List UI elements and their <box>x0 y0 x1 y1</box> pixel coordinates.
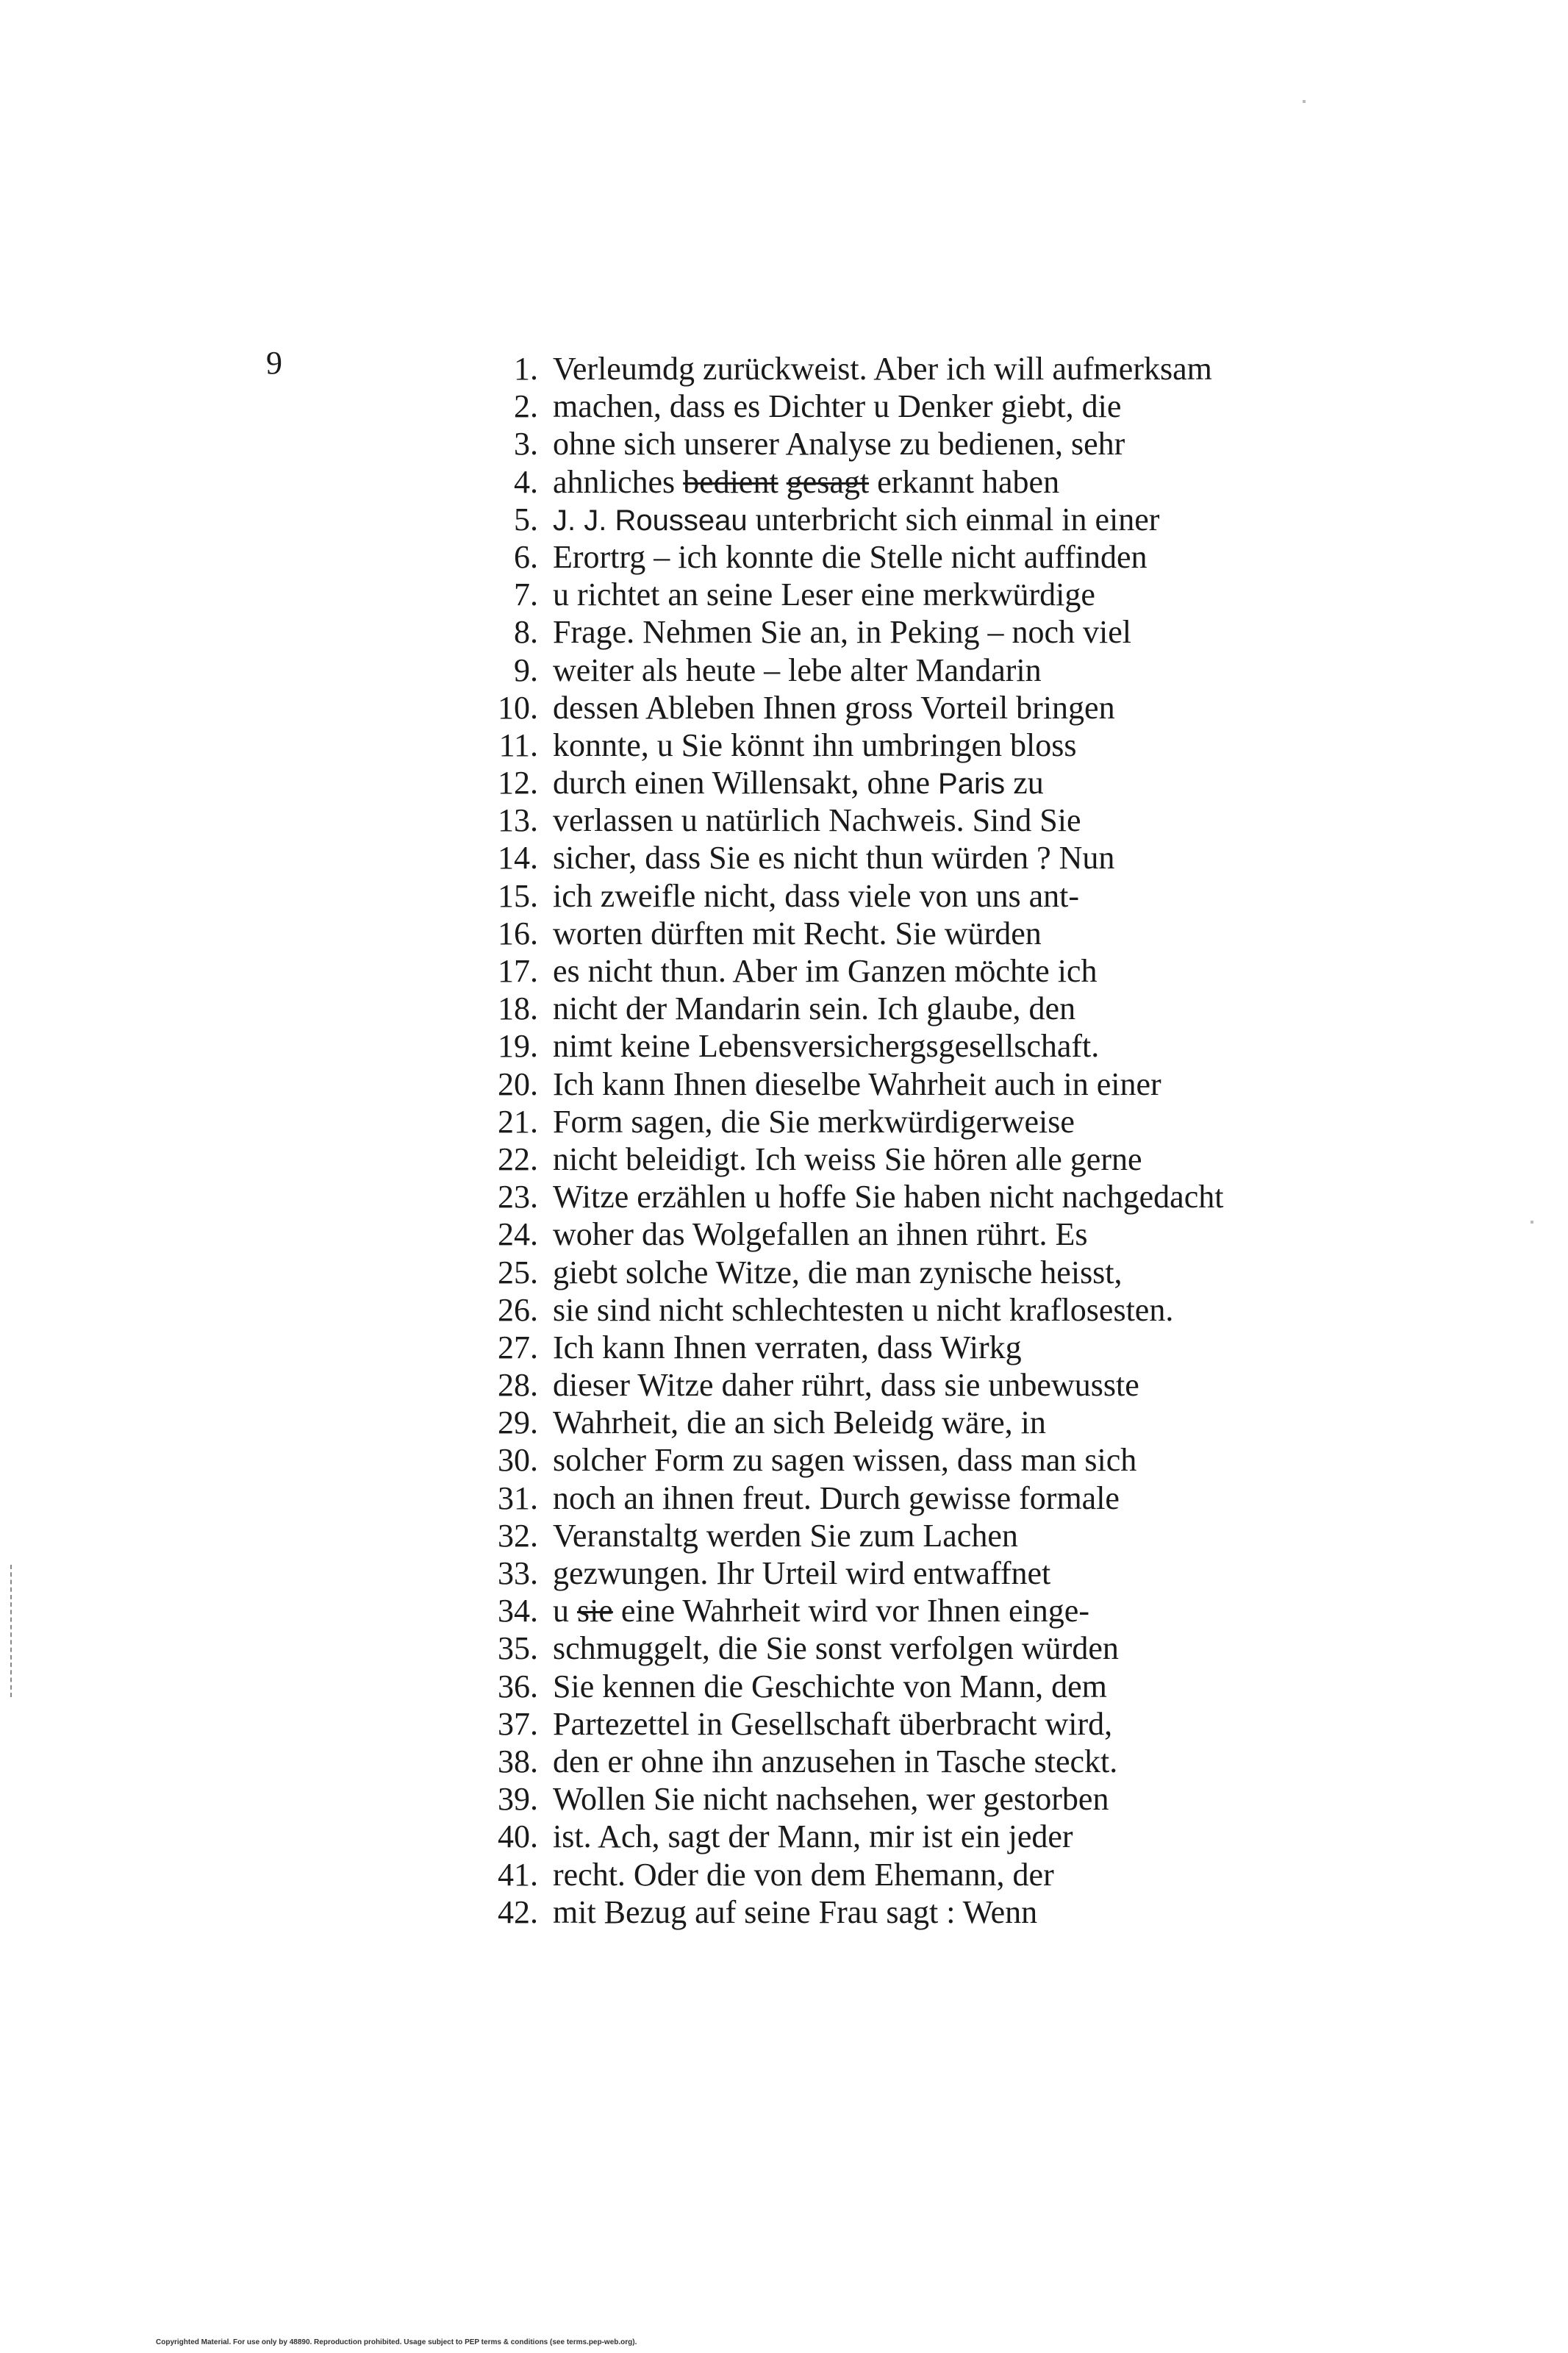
line-number: 20. <box>498 1065 538 1102</box>
line-text <box>553 801 1081 839</box>
text-line <box>470 651 1223 689</box>
text-line <box>470 1780 1223 1818</box>
text-segment: u <box>553 1593 577 1629</box>
line-text <box>553 1065 1161 1103</box>
text-line <box>470 839 1223 876</box>
line-text <box>553 1254 1123 1291</box>
text-segment: nicht der Mandarin sein. Ich glaube, den <box>553 990 1076 1027</box>
text-line <box>470 1479 1223 1517</box>
line-text <box>553 613 1131 651</box>
text-line <box>470 1215 1223 1253</box>
line-number: 3. <box>514 426 538 463</box>
text-line <box>470 726 1223 764</box>
line-number: 28. <box>498 1367 538 1404</box>
line-text <box>553 1441 1136 1479</box>
line-number: 33. <box>498 1555 538 1591</box>
text-line <box>470 1893 1223 1931</box>
line-number: 18. <box>498 990 538 1027</box>
line-text <box>553 877 1079 915</box>
text-line <box>470 613 1223 651</box>
text-line <box>470 1629 1223 1667</box>
line-number: 31. <box>498 1479 538 1516</box>
line-number: 37. <box>498 1705 538 1742</box>
text-line <box>470 915 1223 952</box>
text-line <box>470 1856 1223 1893</box>
line-text <box>553 1404 1046 1441</box>
line-number: 22. <box>498 1140 538 1177</box>
text-line <box>470 1554 1223 1592</box>
line-text <box>553 1178 1223 1215</box>
line-text <box>553 1479 1120 1517</box>
text-line <box>470 877 1223 915</box>
text-segment: nicht beleidigt. Ich weiss Sie hören alle gerne <box>553 1140 1142 1177</box>
page-number: 9 <box>266 345 282 381</box>
line-number: 27. <box>498 1329 538 1365</box>
text-segment: noch an ihnen freut. Durch gewisse formale <box>553 1479 1120 1516</box>
line-number: 21. <box>498 1103 538 1140</box>
line-text <box>553 1668 1107 1705</box>
text-line <box>470 952 1223 990</box>
struck-word: sie <box>577 1593 613 1629</box>
text-line <box>470 764 1223 801</box>
line-text <box>553 1215 1088 1253</box>
text-segment <box>778 464 787 500</box>
line-text <box>553 689 1115 726</box>
text-line <box>470 1065 1223 1103</box>
line-text <box>553 1140 1142 1178</box>
line-text <box>553 651 1042 689</box>
line-number: 35. <box>498 1630 538 1667</box>
text-line <box>470 1818 1223 1855</box>
line-text <box>553 350 1212 388</box>
line-text <box>553 726 1077 764</box>
line-number: 5. <box>514 501 538 538</box>
text-segment: recht. Oder die von dem Ehemann, der <box>553 1856 1054 1893</box>
text-segment: Verleumdg zurückweist. Aber ich will aufmerksam <box>553 351 1212 387</box>
line-number: 2. <box>514 388 538 425</box>
struck-word: gesagt <box>786 463 870 500</box>
line-number: 13. <box>498 802 538 839</box>
text-line <box>470 1103 1223 1140</box>
text-line <box>470 990 1223 1027</box>
line-number: 26. <box>498 1291 538 1328</box>
line-text <box>553 463 1059 501</box>
text-line <box>470 1291 1223 1329</box>
text-line <box>470 801 1223 839</box>
line-number: 25. <box>498 1254 538 1290</box>
line-text <box>553 1329 1022 1366</box>
line-number: 9. <box>514 651 538 688</box>
line-number: 4. <box>514 463 538 500</box>
struck-word: bedient <box>683 463 778 500</box>
line-text <box>553 538 1148 576</box>
text-segment: Witze erzählen u hoffe Sie haben nicht nachgedacht <box>553 1179 1224 1215</box>
line-text <box>553 501 1159 540</box>
line-text <box>553 1818 1073 1855</box>
text-segment: ahnliches <box>553 463 684 500</box>
text-segment: Frage. Nehmen Sie an, in Peking – noch viel <box>553 614 1131 651</box>
text-line <box>470 1140 1223 1178</box>
line-text <box>553 990 1075 1027</box>
text-segment: u richtet an seine Leser eine merkwürdige <box>553 576 1095 613</box>
line-number: 19. <box>498 1028 538 1065</box>
line-text <box>553 952 1097 990</box>
text-segment: worten dürften mit Recht. Sie würden <box>553 915 1042 951</box>
line-text <box>553 1554 1050 1592</box>
text-line <box>470 501 1223 538</box>
text-segment: ich zweifle nicht, dass viele von uns ant- <box>553 877 1080 914</box>
text-segment: Form sagen, die Sie merkwürdigerweise <box>553 1103 1075 1140</box>
text-segment: Paris <box>938 768 1006 801</box>
text-segment: ohne sich unserer Analyse zu bedienen, sehr <box>553 426 1125 463</box>
line-number: 7. <box>514 576 538 613</box>
text-segment: konnte, u Sie könnt ihn umbringen bloss <box>553 726 1077 763</box>
line-text <box>553 839 1114 876</box>
text-line <box>470 1592 1223 1629</box>
text-segment: solcher Form zu sagen wissen, dass man sich <box>553 1442 1137 1479</box>
line-number: 6. <box>514 538 538 575</box>
text-segment: eine Wahrheit wird vor Ihnen einge- <box>612 1593 1089 1629</box>
text-segment: dessen Ableben Ihnen gross Vorteil bringen <box>553 689 1115 726</box>
text-line <box>470 1178 1223 1215</box>
text-line <box>470 1329 1223 1366</box>
line-number: 16. <box>498 915 538 951</box>
text-segment: J. J. Rousseau <box>553 504 748 537</box>
line-text <box>553 425 1125 463</box>
line-number: 12. <box>498 765 538 801</box>
text-segment: Partezettel in Gesellschaft überbracht wird, <box>553 1705 1113 1742</box>
text-segment: unterbricht sich einmal in einer <box>747 501 1160 538</box>
text-line <box>470 1517 1223 1554</box>
scan-edge-mark <box>10 1565 12 1697</box>
text-segment: ist. Ach, sagt der Mann, mir ist ein jeder <box>553 1818 1073 1855</box>
text-segment: durch einen Willensakt, ohne <box>553 765 939 801</box>
text-line <box>470 538 1223 576</box>
line-number: 36. <box>498 1668 538 1704</box>
line-text <box>553 1027 1099 1065</box>
text-line <box>470 1743 1223 1780</box>
line-text <box>553 1291 1173 1329</box>
text-segment: es nicht thun. Aber im Ganzen möchte ich <box>553 953 1098 989</box>
line-number: 1. <box>514 351 538 387</box>
line-number: 30. <box>498 1442 538 1479</box>
line-text <box>553 388 1121 425</box>
text-line <box>470 1705 1223 1743</box>
text-line <box>470 1027 1223 1065</box>
text-line <box>470 1366 1223 1404</box>
text-segment: machen, dass es Dichter u Denker giebt, die <box>553 388 1122 425</box>
text-segment: verlassen u natürlich Nachweis. Sind Sie <box>553 802 1081 839</box>
text-segment: gezwungen. Ihr Urteil wird entwaffnet <box>553 1555 1051 1591</box>
line-text <box>553 1780 1109 1818</box>
line-text <box>553 1856 1054 1893</box>
text-line <box>470 1404 1223 1441</box>
scan-speck <box>1531 1221 1533 1224</box>
line-text <box>553 764 1044 803</box>
text-segment: Wahrheit, die an sich Beleidg wäre, in <box>553 1404 1046 1441</box>
text-line <box>470 463 1223 501</box>
line-number: 23. <box>498 1179 538 1215</box>
line-number: 29. <box>498 1404 538 1441</box>
line-number: 32. <box>498 1517 538 1554</box>
text-segment: woher das Wolgefallen an ihnen rührt. Es <box>553 1216 1088 1253</box>
text-segment: Ich kann Ihnen dieselbe Wahrheit auch in einer <box>553 1065 1161 1102</box>
line-text <box>553 1366 1139 1404</box>
line-number: 40. <box>498 1818 538 1855</box>
text-segment: Sie kennen die Geschichte von Mann, dem <box>553 1668 1107 1704</box>
line-text <box>553 1517 1018 1554</box>
line-number: 11. <box>498 726 538 763</box>
text-segment: sicher, dass Sie es nicht thun würden ? Nun <box>553 840 1115 876</box>
text-segment: Wollen Sie nicht nachsehen, wer gestorben <box>553 1781 1109 1818</box>
text-segment: weiter als heute – lebe alter Mandarin <box>553 651 1042 688</box>
text-line <box>470 1668 1223 1705</box>
line-text <box>553 1705 1112 1743</box>
text-line <box>470 388 1223 425</box>
manuscript-lines <box>470 350 1223 1931</box>
text-segment: mit Bezug auf seine Frau sagt : Wenn <box>553 1893 1038 1930</box>
line-text <box>553 1893 1037 1931</box>
scan-speck <box>1303 100 1306 103</box>
line-text <box>553 1103 1075 1140</box>
text-line <box>470 1441 1223 1479</box>
text-segment: Ich kann Ihnen verraten, dass Wirkg <box>553 1329 1022 1365</box>
line-number: 34. <box>498 1593 538 1629</box>
line-number: 14. <box>498 840 538 876</box>
line-number: 42. <box>498 1893 538 1930</box>
line-number: 17. <box>498 953 538 989</box>
line-text <box>553 1629 1119 1667</box>
line-number: 24. <box>498 1216 538 1253</box>
text-segment: schmuggelt, die Sie sonst verfolgen würden <box>553 1630 1119 1667</box>
line-number: 41. <box>498 1856 538 1893</box>
text-line <box>470 1254 1223 1291</box>
text-segment: giebt solche Witze, die man zynische heisst, <box>553 1254 1123 1290</box>
text-segment: Erortrg – ich konnte die Stelle nicht auffinden <box>553 538 1148 575</box>
line-text <box>553 1743 1117 1780</box>
line-text <box>553 915 1042 952</box>
text-segment: den er ohne ihn anzusehen in Tasche steckt. <box>553 1743 1118 1779</box>
text-line <box>470 689 1223 726</box>
text-segment: erkannt haben <box>869 463 1060 500</box>
text-segment: sie sind nicht schlechtesten u nicht kraflosesten. <box>553 1291 1174 1328</box>
text-line <box>470 576 1223 613</box>
text-line <box>470 350 1223 388</box>
text-segment: zu <box>1005 765 1044 801</box>
line-number: 38. <box>498 1743 538 1779</box>
line-text <box>553 576 1095 613</box>
text-segment: dieser Witze daher rührt, dass sie unbewusste <box>553 1367 1139 1404</box>
text-segment: Veranstaltg werden Sie zum Lachen <box>553 1517 1018 1554</box>
copyright-footer: Copyrighted Material. For use only by 48890. Reproduction prohibited. Usage subject to PEP terms & conditions (see terms.pep-web.org). <box>156 2338 637 2346</box>
line-text <box>553 1592 1089 1629</box>
line-number: 10. <box>498 689 538 726</box>
line-number: 8. <box>514 614 538 651</box>
line-number: 15. <box>498 877 538 914</box>
text-line <box>470 425 1223 463</box>
text-segment: nimt keine Lebensversichergsgesellschaft. <box>553 1028 1100 1065</box>
line-number: 39. <box>498 1781 538 1818</box>
